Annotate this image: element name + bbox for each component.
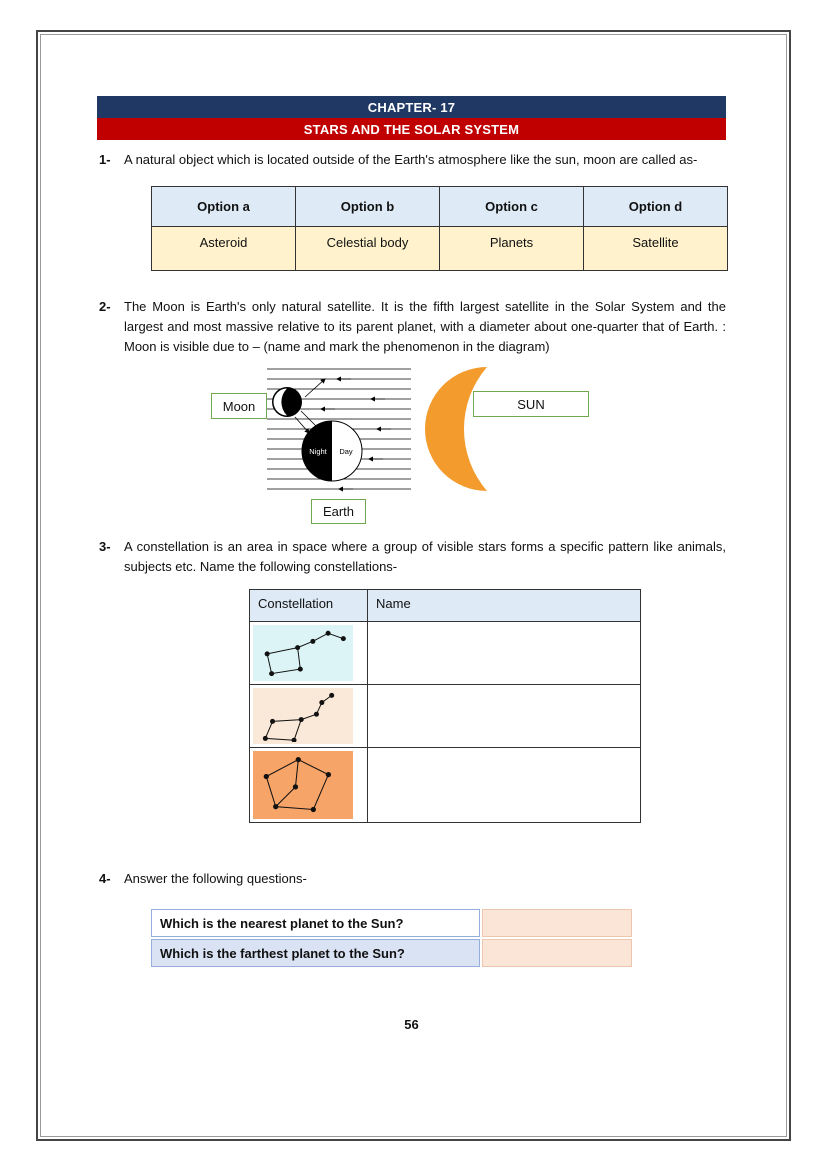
question-1: [97, 150, 726, 170]
question-3-text: A constellation is an area in space where a group of visible stars forms a specific pattern like animals, subjects etc. Name the following constellations-: [124, 539, 726, 575]
page-title: STARS AND THE SOLAR SYSTEM: [303, 121, 520, 137]
question-4-text: Answer the following questions-: [124, 871, 307, 887]
table-row: [250, 622, 641, 685]
short-answer-table: [149, 907, 634, 969]
pentagon-constellation-drawing: [253, 753, 353, 817]
table-row: [250, 685, 641, 748]
night-label: Night: [309, 447, 327, 457]
name-answer-cell-3: [368, 748, 641, 823]
q1-options-table: [151, 186, 728, 271]
option-c-value: Planets: [440, 227, 584, 271]
ursa-major-big-dipper-constellation-icon: [253, 625, 353, 681]
earth-label-box: [311, 499, 366, 524]
page-content: [38, 32, 789, 1032]
constellation-image-cell-2: [250, 685, 368, 748]
constellation-image-cell-1: [250, 622, 368, 685]
question-1-number: 1-: [99, 152, 111, 167]
nearest-planet-answer-cell: [482, 909, 632, 937]
pentagon-shaped-constellation-icon: [253, 751, 353, 819]
page-border-frame: [36, 30, 791, 1141]
ursa-minor-little-dipper-constellation-icon: [253, 688, 353, 744]
question-2: [97, 297, 726, 357]
chapter-title: CHAPTER- 17: [367, 99, 456, 115]
question-3: [97, 537, 726, 577]
sun-label-box: [473, 391, 589, 417]
name-answer-cell-1: [368, 622, 641, 685]
options-header-row: [152, 187, 728, 227]
option-d-header: Option d: [584, 187, 728, 227]
moon-earth-sun-diagram: [97, 363, 726, 531]
constellation-column-header: Constellation: [250, 590, 368, 622]
big-dipper-drawing: [253, 627, 353, 679]
options-value-row: [152, 227, 728, 271]
chapter-header-bar: [97, 96, 726, 118]
day-label: Day: [339, 447, 353, 457]
constellations-table: [249, 589, 641, 823]
question-4: [97, 869, 726, 889]
farthest-planet-question: Which is the farthest planet to the Sun?: [151, 939, 480, 967]
page-number: 56: [404, 1017, 419, 1033]
name-column-header: Name: [368, 590, 641, 622]
chapter-title-bar: [97, 118, 726, 140]
option-c-header: Option c: [440, 187, 584, 227]
option-a-value: Asteroid: [152, 227, 296, 271]
moon-label: Moon: [222, 398, 256, 414]
option-b-value: Celestial body: [296, 227, 440, 271]
constellation-image-cell-3: [250, 748, 368, 823]
question-2-text: The Moon is Earth's only natural satellite. It is the fifth largest satellite in the Solar System and the largest and most massive relative to its parent planet, with a diameter about one-quarter that of Earth. : Moon is visible due to – (name and mark the phenomenon in the diagram): [124, 299, 726, 355]
option-d-value: Satellite: [584, 227, 728, 271]
sun-label: SUN: [517, 396, 545, 412]
earth-label: Earth: [322, 504, 355, 520]
option-b-header: Option b: [296, 187, 440, 227]
table-row: [151, 939, 632, 967]
table-row: [250, 748, 641, 823]
constellations-header-row: [250, 590, 641, 622]
question-1-text: A natural object which is located outside of the Earth's atmosphere like the sun, moon are called as-: [124, 152, 698, 167]
question-4-number: 4-: [99, 871, 111, 887]
question-3-number: 3-: [99, 539, 111, 555]
moon-label-box: [211, 393, 267, 419]
table-row: [151, 909, 632, 937]
name-answer-cell-2: [368, 685, 641, 748]
moon-phases-illustration: [265, 365, 605, 497]
little-dipper-drawing: [253, 690, 353, 742]
question-2-number: 2-: [99, 299, 111, 315]
farthest-planet-answer-cell: [482, 939, 632, 967]
sun-shape: [425, 367, 487, 491]
option-a-header: Option a: [152, 187, 296, 227]
nearest-planet-question: Which is the nearest planet to the Sun?: [151, 909, 480, 937]
